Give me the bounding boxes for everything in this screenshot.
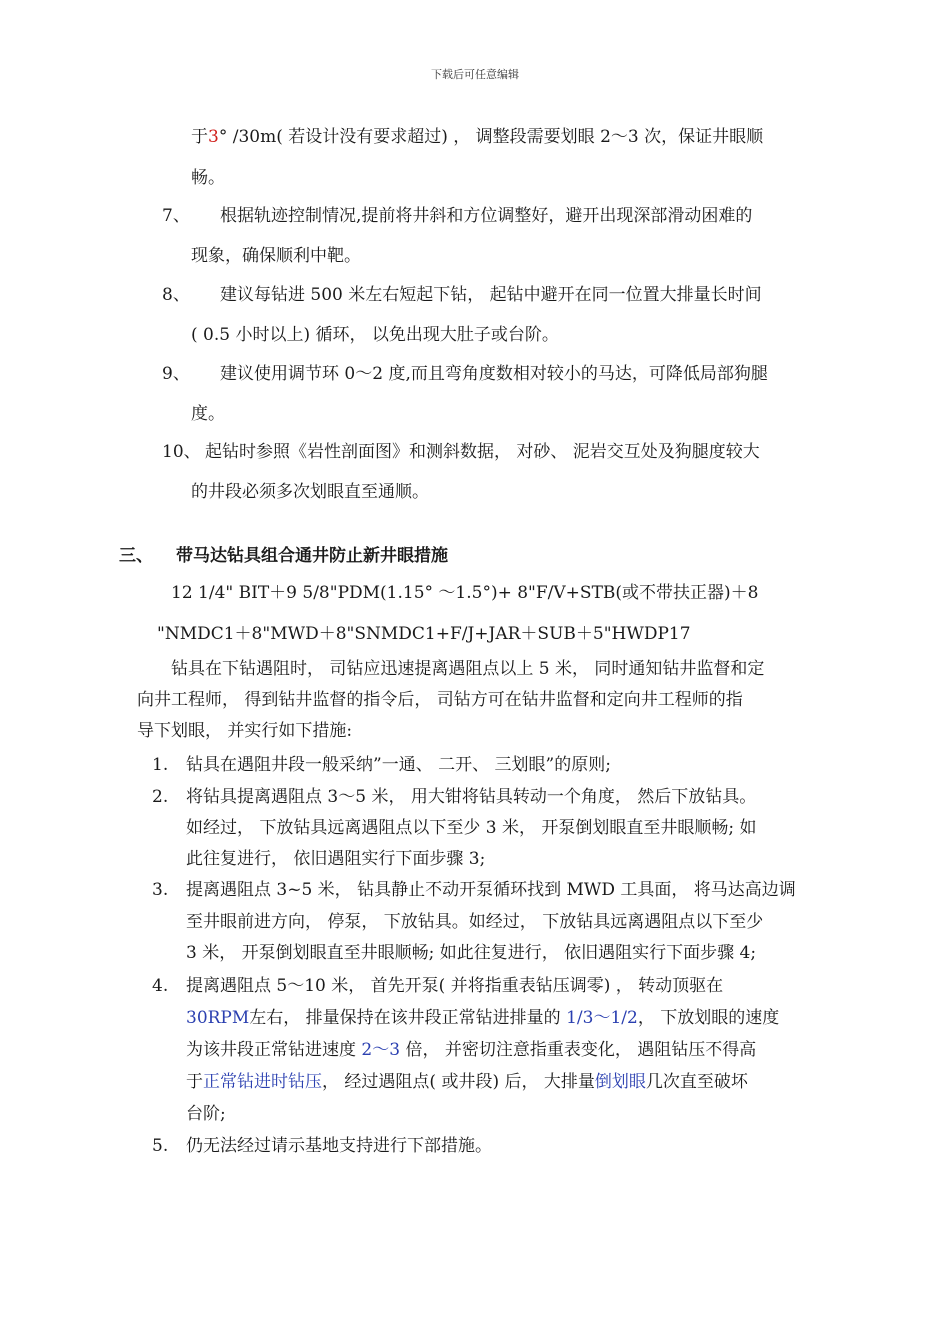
text-segment: ° /30m( 若设计没有要求超过) ， 调整段需要划眼 2～3 次，保证井眼顺	[218, 127, 764, 147]
step-text: 至井眼前进方向， 停泵， 下放钻具。如经过， 下放钻具远离遇阻点以下至少	[186, 912, 764, 932]
list-item-text: 根据轨迹控制情况,提前将井斜和方位调整好，避开出现深部滑动困难的	[220, 206, 753, 226]
bha-line: 12 1/4" BIT＋9 5/8"PDM(1.15° ～1.5°)+ 8"F/V+STB(或不带扶正器)＋8	[171, 583, 759, 603]
step-text: 钻具在遇阻井段一般采纳”一通、 二开、 三划眼”的原则;	[186, 755, 611, 775]
section-title: 带马达钻具组合通井防止新井眼措施	[176, 546, 448, 566]
step-number: 2.	[152, 787, 169, 807]
step-text: 提离遇阻点 5～10 米， 首先开泵( 并将指重表钻压调零) ， 转动顶驱在	[186, 976, 724, 996]
step-text: 提离遇阻点 3~5 米， 钻具静止不动开泵循环找到 MWD 工具面， 将马达高边调	[186, 880, 796, 900]
list-item-number: 9、	[162, 364, 190, 384]
step-text: 如经过， 下放钻具远离遇阻点以下至少 3 米， 开泵倒划眼直至井眼顺畅; 如	[186, 818, 757, 838]
highlight-blue: 2～3	[361, 1040, 401, 1060]
step-number: 1.	[152, 755, 169, 775]
list-item-text: 的井段必须多次划眼直至通顺。	[191, 482, 429, 502]
highlight-blue: 正常钻进时钻压	[203, 1072, 322, 1092]
step-number: 5.	[152, 1136, 169, 1156]
section-number: 三、	[119, 546, 153, 566]
step-text-line	[186, 1039, 756, 1061]
text-segment: 倍， 并密切注意指重表变化， 遇阻钻压不得高	[400, 1040, 757, 1060]
paragraph-line: 导下划眼， 并实行如下措施:	[137, 721, 353, 741]
text-segment: ， 下放划眼的速度	[637, 1008, 780, 1028]
text-segment: 左右， 排量保持在该井段正常钻进排量的	[249, 1008, 567, 1028]
highlight-red: 3	[208, 127, 219, 147]
step-text: 将钻具提离遇阻点 3～5 米， 用大钳将钻具转动一个角度， 然后下放钻具。	[186, 787, 757, 807]
continued-item-line: 畅。	[191, 168, 225, 188]
list-item-text: ( 0.5 小时以上) 循环， 以免出现大肚子或台阶。	[191, 325, 559, 345]
page-header: 下载后可任意编辑	[431, 68, 519, 81]
text-segment: 为该井段正常钻进速度	[186, 1040, 362, 1060]
continued-item-line	[191, 126, 763, 148]
highlight-blue: 30RPM	[186, 1008, 250, 1028]
step-text: 台阶;	[186, 1104, 226, 1124]
text-segment: 几次直至破坏	[645, 1072, 748, 1092]
list-item-text: 起钻时参照《岩性剖面图》和测斜数据， 对砂、 泥岩交互处及狗腿度较大	[205, 442, 760, 462]
highlight-blue: 倒划眼	[594, 1072, 646, 1092]
step-text-line	[186, 1007, 779, 1029]
list-item-text: 现象，确保顺利中靶。	[191, 246, 361, 266]
paragraph-line: 向井工程师， 得到钻井监督的指令后， 司钻方可在钻井监督和定向井工程师的指	[137, 690, 743, 710]
step-text: 此往复进行， 依旧遇阻实行下面步骤 3;	[186, 849, 486, 869]
paragraph-line: 钻具在下钻遇阻时， 司钻应迅速提离遇阻点以上 5 米， 同时通知钻井监督和定	[171, 659, 765, 679]
list-item-text: 度。	[191, 404, 225, 424]
step-text: 3 米， 开泵倒划眼直至井眼顺畅; 如此往复进行， 依旧遇阻实行下面步骤 4;	[186, 943, 757, 963]
text-segment: 于	[191, 127, 208, 147]
text-segment: ， 经过遇阻点( 或井段) 后， 大排量	[322, 1072, 595, 1092]
highlight-blue: 1/3～1/2	[566, 1008, 638, 1028]
step-text: 仍无法经过请示基地支持进行下部措施。	[186, 1136, 492, 1156]
bha-line: "NMDC1＋8"MWD＋8"SNMDC1+F/J+JAR＋SUB＋5"HWDP17	[157, 624, 691, 644]
list-item-number: 7、	[162, 206, 190, 226]
text-segment: 于	[186, 1072, 203, 1092]
step-number: 3.	[152, 880, 169, 900]
list-item-text: 建议使用调节环 0～2 度,而且弯角度数相对较小的马达，可降低局部狗腿	[220, 364, 768, 384]
list-item-number: 10、	[162, 442, 201, 462]
list-item-number: 8、	[162, 285, 190, 305]
step-text-line	[186, 1071, 748, 1093]
step-number: 4.	[152, 976, 169, 996]
list-item-text: 建议每钻进 500 米左右短起下钻， 起钻中避开在同一位置大排量长时间	[220, 285, 762, 305]
